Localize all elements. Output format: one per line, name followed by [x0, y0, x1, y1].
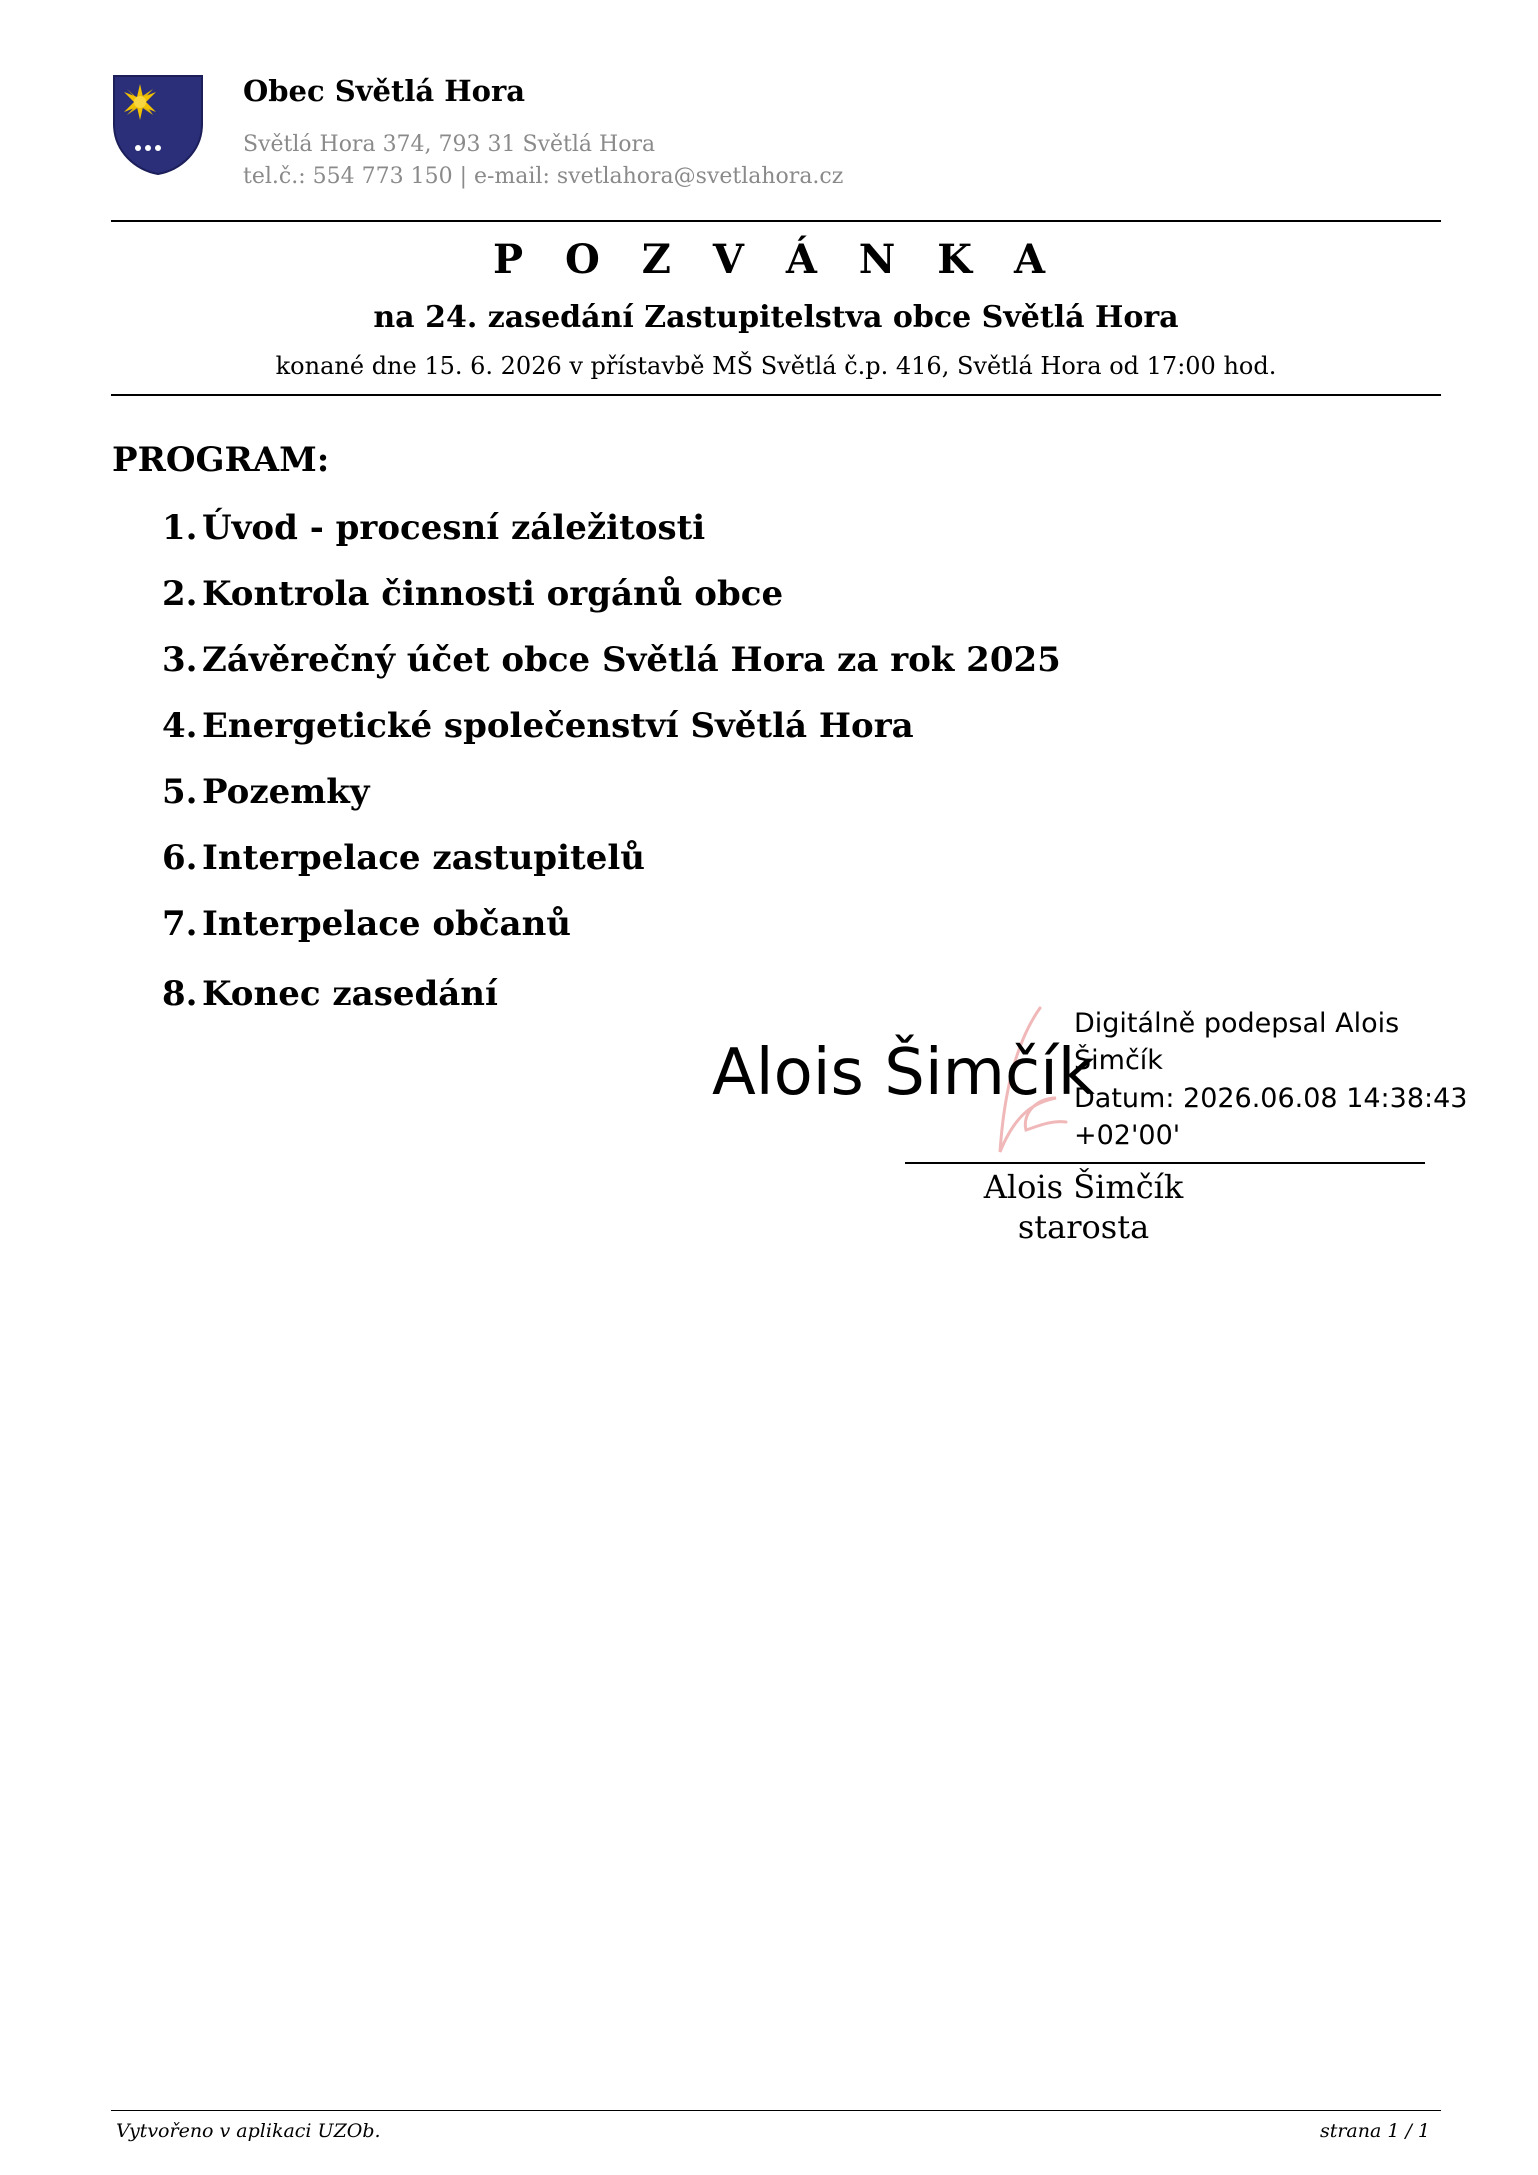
agenda-item [162, 640, 1061, 706]
agenda-item-text: Interpelace zastupitelů [202, 838, 645, 878]
agenda-item-text: Konec zasedání [202, 974, 498, 1014]
agenda-item [162, 904, 1061, 970]
footer-created-with: Vytvořeno v aplikaci UZOb. [116, 2120, 381, 2142]
agenda-item-number: 5. [162, 772, 198, 812]
program-heading: PROGRAM: [112, 440, 330, 480]
title-divider [111, 394, 1441, 396]
footer-divider [111, 2110, 1441, 2111]
agenda-item-number: 6. [162, 838, 198, 878]
agenda-item [162, 838, 1061, 904]
agenda-item-number: 8. [162, 974, 198, 1014]
signature-line [905, 1162, 1425, 1164]
agenda-item-text: Závěrečný účet obce Světlá Hora za rok 2025 [202, 640, 1061, 680]
document-title: P O Z V Á N K A [492, 236, 1060, 283]
signer-name: Alois Šimčík [983, 1168, 1184, 1206]
signature-detail-line: Šimčík [1074, 1045, 1163, 1076]
municipality-address: Světlá Hora 374, 793 31 Světlá Hora [243, 132, 656, 157]
agenda-item-text: Kontrola činnosti orgánů obce [202, 574, 784, 614]
agenda-item-number: 3. [162, 640, 198, 680]
header-divider [111, 220, 1441, 222]
agenda-item-number: 1. [162, 508, 198, 548]
agenda-item [162, 706, 1061, 772]
municipality-contact: tel.č.: 554 773 150 | e-mail: svetlahora@svetlahora.cz [243, 164, 844, 189]
meeting-info: konané dne 15. 6. 2026 v přístavbě MŠ Světlá č.p. 416, Světlá Hora od 17:00 hod. [275, 352, 1277, 380]
municipal-crest-icon [110, 72, 206, 176]
agenda-item [162, 574, 1061, 640]
agenda-item [162, 772, 1061, 838]
agenda-item-number: 7. [162, 904, 198, 944]
signature-name-large: Alois Šimčík [712, 1036, 1095, 1110]
agenda-item-text: Pozemky [202, 772, 370, 812]
footer-page-number: strana 1 / 1 [1319, 2120, 1430, 2142]
signature-timezone: +02'00' [1074, 1120, 1181, 1151]
agenda-item-text: Energetické společenství Světlá Hora [202, 706, 914, 746]
agenda-list [162, 508, 1061, 1040]
document-subtitle: na 24. zasedání Zastupitelstva obce Světlá Hora [373, 300, 1179, 335]
agenda-item-text: Interpelace občanů [202, 904, 572, 944]
agenda-item [162, 974, 1061, 1040]
agenda-item-text: Úvod - procesní záležitosti [202, 508, 706, 548]
agenda-item [162, 508, 1061, 574]
agenda-item-number: 4. [162, 706, 198, 746]
signature-detail-line: Digitálně podepsal Alois [1074, 1008, 1400, 1039]
signer-role: starosta [1017, 1208, 1150, 1246]
municipality-name: Obec Světlá Hora [243, 74, 526, 108]
agenda-item-number: 2. [162, 574, 198, 614]
signature-date: Datum: 2026.06.08 14:38:43 [1074, 1083, 1468, 1114]
